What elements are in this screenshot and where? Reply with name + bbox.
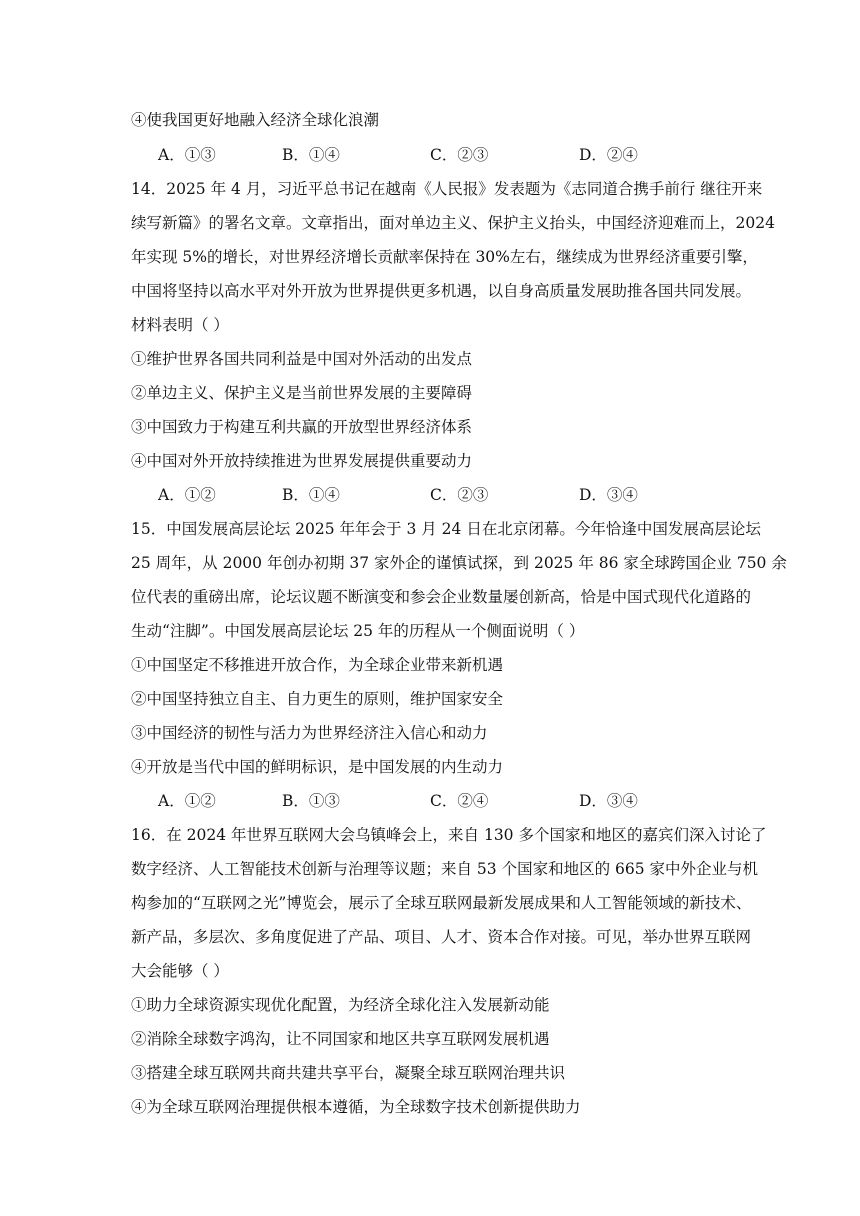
q15-stem-line-4: 生动“注脚”。中国发展高层论坛 25 年的历程从一个侧面说明（ ） bbox=[131, 622, 585, 640]
q16-item-4: ④为全球互联网治理提供根本遵循，为全球数字技术创新提供助力 bbox=[131, 1098, 581, 1116]
q14-stem-line-3: 年实现 5%的增长，对世界经济增长贡献率保持在 30%左右，继续成为世界经济重要引擎， bbox=[131, 248, 758, 266]
q14-item-4: ④中国对外开放持续推进为世界发展提供重要动力 bbox=[131, 452, 473, 470]
q14-stem-line-1: 14．2025 年 4 月，习近平总书记在越南《人民报》发表题为《志同道合携手前行 继往开来 bbox=[131, 180, 763, 198]
q15-option-d[interactable]: D．③④ bbox=[579, 792, 638, 810]
q15-item-2: ②中国坚持独立自主、自力更生的原则，维护国家安全 bbox=[131, 690, 504, 708]
q13-option-d[interactable]: D．②④ bbox=[579, 146, 638, 164]
q15-item-1: ①中国坚定不移推进开放合作，为全球企业带来新机遇 bbox=[131, 656, 504, 674]
q14-stem-line-2: 续写新篇》的署名文章。文章指出，面对单边主义、保护主义抬头，中国经济迎难而上，2024 bbox=[131, 214, 775, 232]
q14-option-c[interactable]: C．②③ bbox=[430, 486, 489, 504]
q14-item-3: ③中国致力于构建互利共赢的开放型世界经济体系 bbox=[131, 418, 473, 436]
q15-stem-line-2: 25 周年，从 2000 年创办初期 37 家外企的谨慎试探，到 2025 年 86 家全球跨国企业 750 余 bbox=[131, 554, 787, 572]
q15-stem-line-1: 15．中国发展高层论坛 2025 年年会于 3 月 24 日在北京闭幕。今年恰逢中国发展高层论坛 bbox=[131, 520, 761, 538]
q14-option-d[interactable]: D．③④ bbox=[579, 486, 638, 504]
q15-option-b[interactable]: B．①③ bbox=[282, 792, 340, 810]
q13-options bbox=[158, 145, 718, 165]
q14-option-b[interactable]: B．①④ bbox=[282, 486, 340, 504]
q16-stem-line-1: 16．在 2024 年世界互联网大会乌镇峰会上，来自 130 多个国家和地区的嘉宾们深入讨论了 bbox=[131, 826, 767, 844]
q15-option-a[interactable]: A．①② bbox=[158, 792, 216, 810]
q15-item-4: ④开放是当代中国的鲜明标识，是中国发展的内生动力 bbox=[131, 758, 504, 776]
q16-stem-line-4: 新产品，多层次、多角度促进了产品、项目、人才、资本合作对接。可见，举办世界互联网 bbox=[131, 928, 752, 946]
q14-options bbox=[158, 485, 718, 505]
q14-option-a[interactable]: A．①② bbox=[158, 486, 216, 504]
q13-option-b[interactable]: B．①④ bbox=[282, 146, 340, 164]
q14-item-1: ①维护世界各国共同利益是中国对外活动的出发点 bbox=[131, 350, 473, 368]
q14-item-2: ②单边主义、保护主义是当前世界发展的主要障碍 bbox=[131, 384, 473, 402]
q14-stem-line-4: 中国将坚持以高水平对外开放为世界提供更多机遇，以自身高质量发展助推各国共同发展。 bbox=[131, 282, 752, 300]
q16-stem-line-2: 数字经济、人工智能技术创新与治理等议题；来自 53 个国家和地区的 665 家中外企业与机 bbox=[131, 860, 759, 878]
q16-item-1: ①助力全球资源实现优化配置，为经济全球化注入发展新动能 bbox=[131, 996, 550, 1014]
q14-stem-line-5: 材料表明（ ） bbox=[131, 316, 229, 334]
q13-option-a[interactable]: A．①③ bbox=[158, 146, 216, 164]
q15-option-c[interactable]: C．②④ bbox=[430, 792, 489, 810]
q15-stem-line-3: 位代表的重磅出席，论坛议题不断演变和参会企业数量屡创新高，恰是中国式现代化道路的 bbox=[131, 588, 752, 606]
q13-item-4: ④使我国更好地融入经济全球化浪潮 bbox=[131, 111, 380, 129]
q16-item-3: ③搭建全球互联网共商共建共享平台，凝聚全球互联网治理共识 bbox=[131, 1064, 566, 1082]
q16-item-2: ②消除全球数字鸿沟，让不同国家和地区共享互联网发展机遇 bbox=[131, 1030, 550, 1048]
q16-stem-line-3: 构参加的“互联网之光”博览会，展示了全球互联网最新发展成果和人工智能领域的新技术、 bbox=[131, 894, 752, 912]
q16-stem-line-5: 大会能够（ ） bbox=[131, 962, 229, 980]
q13-option-c[interactable]: C．②③ bbox=[430, 146, 489, 164]
q15-item-3: ③中国经济的韧性与活力为世界经济注入信心和动力 bbox=[131, 724, 488, 742]
q15-options bbox=[158, 791, 718, 811]
